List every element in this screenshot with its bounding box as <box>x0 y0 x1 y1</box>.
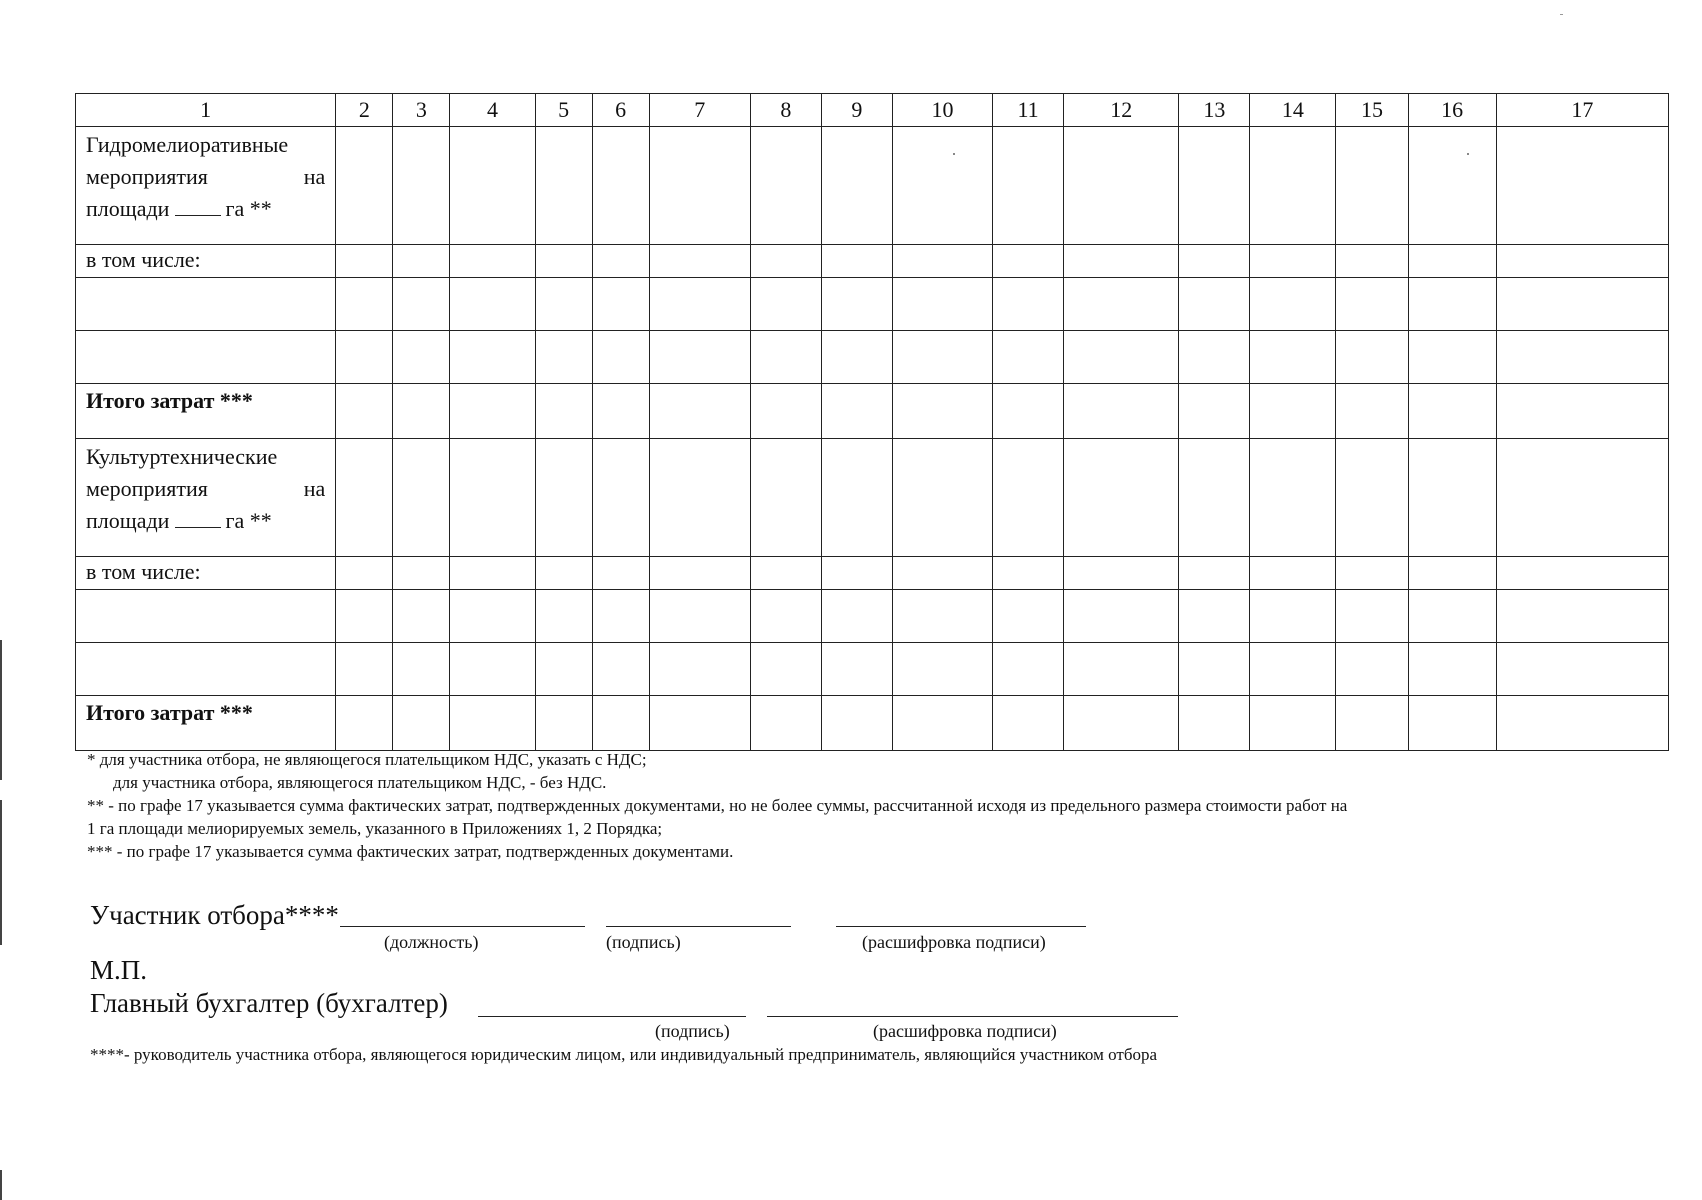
table-cell[interactable] <box>1336 643 1408 696</box>
column-header: 4 <box>450 94 535 127</box>
table-cell[interactable] <box>821 557 892 590</box>
table-cell[interactable] <box>535 590 592 643</box>
table-cell[interactable] <box>821 331 892 384</box>
table-cell[interactable] <box>993 245 1064 278</box>
table-cell[interactable] <box>649 643 750 696</box>
section-hydro-row <box>76 127 1669 245</box>
table-cell[interactable] <box>336 127 393 245</box>
table-cell[interactable] <box>1496 643 1668 696</box>
table-cell[interactable] <box>336 557 393 590</box>
table-cell[interactable] <box>649 331 750 384</box>
table-cell[interactable] <box>1250 245 1336 278</box>
table-cell[interactable] <box>993 557 1064 590</box>
table-cell[interactable] <box>649 278 750 331</box>
table-cell[interactable] <box>649 439 750 557</box>
table-cell[interactable] <box>1496 696 1668 751</box>
table-cell[interactable] <box>993 331 1064 384</box>
section-title-line3 <box>86 505 325 537</box>
table-cell[interactable] <box>750 696 821 751</box>
position-line[interactable] <box>340 926 585 927</box>
column-header: 5 <box>535 94 592 127</box>
table-cell[interactable] <box>1064 278 1179 331</box>
scan-speck <box>1467 153 1469 155</box>
table-cell[interactable] <box>1179 696 1250 751</box>
table-cell[interactable] <box>821 643 892 696</box>
table-cell[interactable] <box>1408 643 1496 696</box>
table-cell[interactable] <box>1408 557 1496 590</box>
table-cell[interactable] <box>1179 439 1250 557</box>
accountant-label: Главный бухгалтер (бухгалтер) <box>90 988 448 1018</box>
table-cell[interactable] <box>1250 278 1336 331</box>
including-label: в том числе: <box>76 245 336 278</box>
table-cell[interactable] <box>450 384 535 439</box>
total-label: Итого затрат *** <box>76 696 336 751</box>
table-cell[interactable] <box>821 590 892 643</box>
table-cell[interactable] <box>336 278 393 331</box>
table-cell[interactable] <box>1064 384 1179 439</box>
table-cell[interactable] <box>393 127 450 245</box>
signature-caption: (подпись) <box>606 932 681 952</box>
table-cell[interactable] <box>1250 696 1336 751</box>
scan-edge-bottom <box>0 1170 2 1200</box>
table-cell[interactable] <box>535 278 592 331</box>
table-cell[interactable] <box>535 696 592 751</box>
table-cell[interactable] <box>592 278 649 331</box>
table-cell[interactable] <box>1336 278 1408 331</box>
table-cell[interactable] <box>393 278 450 331</box>
signature-line[interactable] <box>606 926 791 927</box>
table-cell[interactable] <box>649 127 750 245</box>
footnote-1-line2: для участника отбора, являющегося плательщиком НДС, - без НДС. <box>113 773 607 792</box>
table-cell[interactable] <box>450 590 535 643</box>
table-cell[interactable] <box>1250 331 1336 384</box>
table-cell[interactable] <box>535 439 592 557</box>
table-cell[interactable] <box>1336 331 1408 384</box>
table-cell[interactable] <box>1250 439 1336 557</box>
column-header: 17 <box>1496 94 1668 127</box>
table-cell[interactable] <box>750 557 821 590</box>
table-cell[interactable] <box>1336 696 1408 751</box>
section-title-line2 <box>86 473 325 505</box>
table-cell[interactable] <box>535 643 592 696</box>
table-cell[interactable] <box>592 439 649 557</box>
table-cell[interactable] <box>1496 557 1668 590</box>
table-cell[interactable] <box>1179 590 1250 643</box>
total-row <box>76 696 1669 751</box>
table-cell[interactable] <box>393 245 450 278</box>
cost-table <box>75 93 1669 751</box>
column-header: 2 <box>336 94 393 127</box>
table-cell[interactable] <box>750 278 821 331</box>
table-cell[interactable] <box>393 331 450 384</box>
table-cell[interactable] <box>393 557 450 590</box>
footnote-2-line1: ** - по графе 17 указывается сумма фактических затрат, подтвержденных документами, но не более суммы, рассчитанной исходя из предельного размера стоимости работ на <box>87 796 1348 815</box>
table-cell[interactable] <box>1496 278 1668 331</box>
blank-row <box>76 590 1669 643</box>
table-cell[interactable] <box>821 696 892 751</box>
table-cell[interactable] <box>592 696 649 751</box>
including-row <box>76 245 1669 278</box>
table-cell[interactable] <box>1408 384 1496 439</box>
table-cell[interactable] <box>450 127 535 245</box>
table-cell[interactable] <box>821 384 892 439</box>
blank-row <box>76 278 1669 331</box>
area-blank-field[interactable] <box>175 193 221 216</box>
table-cell[interactable] <box>336 384 393 439</box>
table-cell[interactable] <box>336 696 393 751</box>
section-title-line2 <box>86 161 325 193</box>
table-cell[interactable] <box>821 127 892 245</box>
table-cell[interactable] <box>1496 331 1668 384</box>
table-cell[interactable] <box>649 384 750 439</box>
table-cell[interactable] <box>649 245 750 278</box>
table-cell[interactable] <box>1250 590 1336 643</box>
table-cell[interactable] <box>1250 643 1336 696</box>
accountant-signature-line[interactable] <box>478 1016 746 1017</box>
section-title-word: площади <box>86 508 170 533</box>
table-cell[interactable] <box>892 245 992 278</box>
table-cell[interactable] <box>1250 557 1336 590</box>
table-cell[interactable] <box>76 278 336 331</box>
table-cell[interactable] <box>1336 590 1408 643</box>
table-cell[interactable] <box>1336 439 1408 557</box>
signatory-note: ****- руководитель участника отбора, являющегося юридическим лицом, или индивидуальный предприниматель, являющийся участником отбора <box>90 1045 1158 1064</box>
column-header: 12 <box>1064 94 1179 127</box>
table-cell[interactable] <box>892 384 992 439</box>
table-cell[interactable] <box>450 557 535 590</box>
table-cell[interactable] <box>1496 439 1668 557</box>
decoding-line[interactable] <box>836 926 1086 927</box>
column-header: 8 <box>750 94 821 127</box>
table-cell[interactable] <box>535 245 592 278</box>
section-hydro-label <box>76 127 336 245</box>
table-cell[interactable] <box>1336 127 1408 245</box>
table-cell[interactable] <box>1064 439 1179 557</box>
table-cell[interactable] <box>535 557 592 590</box>
section-title-word: мероприятия <box>86 164 208 189</box>
table-cell[interactable] <box>535 384 592 439</box>
table-cell[interactable] <box>450 278 535 331</box>
table-cell[interactable] <box>1408 127 1496 245</box>
blank-row <box>76 331 1669 384</box>
table-cell[interactable] <box>750 643 821 696</box>
table-cell[interactable] <box>1496 384 1668 439</box>
table-cell[interactable] <box>821 245 892 278</box>
including-label: в том числе: <box>76 557 336 590</box>
table-cell[interactable] <box>336 439 393 557</box>
table-cell[interactable] <box>1064 643 1179 696</box>
table-cell[interactable] <box>393 384 450 439</box>
table-cell[interactable] <box>649 590 750 643</box>
table-cell[interactable] <box>393 590 450 643</box>
participant-label: Участник отбора**** <box>90 900 339 930</box>
scan-speck <box>1560 14 1563 15</box>
table-cell[interactable] <box>750 590 821 643</box>
table-cell[interactable] <box>1064 696 1179 751</box>
blank-row <box>76 643 1669 696</box>
table-cell[interactable] <box>750 439 821 557</box>
table-cell[interactable] <box>892 696 992 751</box>
area-blank-field[interactable] <box>175 505 221 528</box>
table-cell[interactable] <box>892 127 992 245</box>
table-cell[interactable] <box>393 643 450 696</box>
accountant-decoding-line[interactable] <box>767 1016 1178 1017</box>
column-header: 13 <box>1179 94 1250 127</box>
section-title-word: га ** <box>225 508 272 533</box>
section-culture-row <box>76 439 1669 557</box>
table-cell[interactable] <box>750 127 821 245</box>
column-header: 6 <box>592 94 649 127</box>
section-title-line1: Культуртехнические <box>86 444 278 469</box>
table-cell[interactable] <box>592 245 649 278</box>
total-label: Итого затрат *** <box>76 384 336 439</box>
table-cell[interactable] <box>450 245 535 278</box>
table-cell[interactable] <box>1064 127 1179 245</box>
table-cell[interactable] <box>649 557 750 590</box>
column-header: 14 <box>1250 94 1336 127</box>
table-cell[interactable] <box>750 384 821 439</box>
table-cell[interactable] <box>892 590 992 643</box>
column-header: 1 <box>76 94 336 127</box>
table-cell[interactable] <box>649 696 750 751</box>
table-cell[interactable] <box>1336 557 1408 590</box>
table-cell[interactable] <box>336 331 393 384</box>
section-title-word: га ** <box>225 196 272 221</box>
decoding-caption: (расшифровка подписи) <box>862 932 1046 952</box>
accountant-decoding-caption: (расшифровка подписи) <box>873 1021 1057 1041</box>
column-header: 11 <box>993 94 1064 127</box>
table-cell[interactable] <box>1250 384 1336 439</box>
table-cell[interactable] <box>993 384 1064 439</box>
table-cell[interactable] <box>993 696 1064 751</box>
table-cell[interactable] <box>993 278 1064 331</box>
table-cell[interactable] <box>76 590 336 643</box>
table-cell[interactable] <box>393 439 450 557</box>
table-cell[interactable] <box>592 127 649 245</box>
table-cell[interactable] <box>1179 278 1250 331</box>
table-cell[interactable] <box>1179 127 1250 245</box>
table-cell[interactable] <box>450 643 535 696</box>
position-caption: (должность) <box>384 932 479 952</box>
table-cell[interactable] <box>1496 245 1668 278</box>
table-cell[interactable] <box>1179 557 1250 590</box>
table-cell[interactable] <box>450 331 535 384</box>
footnotes <box>87 748 1677 863</box>
table-cell[interactable] <box>336 245 393 278</box>
table-cell[interactable] <box>1408 439 1496 557</box>
section-title-word: на <box>303 476 326 501</box>
table-cell[interactable] <box>1496 590 1668 643</box>
column-header: 9 <box>821 94 892 127</box>
footnote-2-line2: 1 га площади мелиорируемых земель, указанного в Приложениях 1, 2 Порядка; <box>87 819 663 838</box>
column-header: 10 <box>892 94 992 127</box>
table-cell[interactable] <box>1408 331 1496 384</box>
table-cell[interactable] <box>1064 245 1179 278</box>
table-cell[interactable] <box>892 643 992 696</box>
table-cell[interactable] <box>1336 384 1408 439</box>
table-cell[interactable] <box>1179 643 1250 696</box>
table-cell[interactable] <box>592 557 649 590</box>
table-cell[interactable] <box>993 127 1064 245</box>
table-cell[interactable] <box>892 557 992 590</box>
table-cell[interactable] <box>336 590 393 643</box>
table-cell[interactable] <box>592 643 649 696</box>
column-header: 7 <box>649 94 750 127</box>
table-cell[interactable] <box>592 331 649 384</box>
table-cell[interactable] <box>1179 384 1250 439</box>
table-cell[interactable] <box>993 643 1064 696</box>
header-row <box>76 94 1669 127</box>
table-cell[interactable] <box>592 590 649 643</box>
column-header: 15 <box>1336 94 1408 127</box>
scan-edge-top <box>0 640 2 780</box>
table-cell[interactable] <box>892 278 992 331</box>
table-cell[interactable] <box>1179 331 1250 384</box>
including-row <box>76 557 1669 590</box>
section-title-word: площади <box>86 196 170 221</box>
table-cell[interactable] <box>450 696 535 751</box>
stamp-label: М.П. <box>90 955 148 985</box>
section-title-word: мероприятия <box>86 476 208 501</box>
table-cell[interactable] <box>450 439 535 557</box>
table-cell[interactable] <box>1408 245 1496 278</box>
table-cell[interactable] <box>76 331 336 384</box>
table-cell[interactable] <box>76 643 336 696</box>
table-cell[interactable] <box>592 384 649 439</box>
table-cell[interactable] <box>535 331 592 384</box>
table-cell[interactable] <box>1336 245 1408 278</box>
table-cell[interactable] <box>821 439 892 557</box>
section-title-word: на <box>303 164 326 189</box>
total-row <box>76 384 1669 439</box>
footnote-1-line1: * для участника отбора, не являющегося плательщиком НДС, указать с НДС; <box>87 750 647 769</box>
table-cell[interactable] <box>1250 127 1336 245</box>
table-cell[interactable] <box>336 643 393 696</box>
table-cell[interactable] <box>821 278 892 331</box>
column-header: 16 <box>1408 94 1496 127</box>
table-cell[interactable] <box>393 696 450 751</box>
table-cell[interactable] <box>892 439 992 557</box>
table-cell[interactable] <box>1064 590 1179 643</box>
table-cell[interactable] <box>750 245 821 278</box>
column-header: 3 <box>393 94 450 127</box>
accountant-signature-caption: (подпись) <box>655 1021 730 1041</box>
table-cell[interactable] <box>1408 696 1496 751</box>
table-cell[interactable] <box>1408 278 1496 331</box>
table-cell[interactable] <box>750 331 821 384</box>
footnote-3: *** - по графе 17 указывается сумма фактических затрат, подтвержденных документами. <box>87 842 734 861</box>
section-title-line1: Гидромелиоративные <box>86 132 289 157</box>
table-cell[interactable] <box>1408 590 1496 643</box>
table-cell[interactable] <box>1496 127 1668 245</box>
table-cell[interactable] <box>993 439 1064 557</box>
table-cell[interactable] <box>993 590 1064 643</box>
table-cell[interactable] <box>892 331 992 384</box>
scan-edge-middle <box>0 800 2 945</box>
scan-speck <box>953 153 955 155</box>
table-cell[interactable] <box>1064 557 1179 590</box>
table-cell[interactable] <box>535 127 592 245</box>
section-title-line3 <box>86 193 325 225</box>
table-cell[interactable] <box>1179 245 1250 278</box>
section-culture-label <box>76 439 336 557</box>
table-cell[interactable] <box>1064 331 1179 384</box>
